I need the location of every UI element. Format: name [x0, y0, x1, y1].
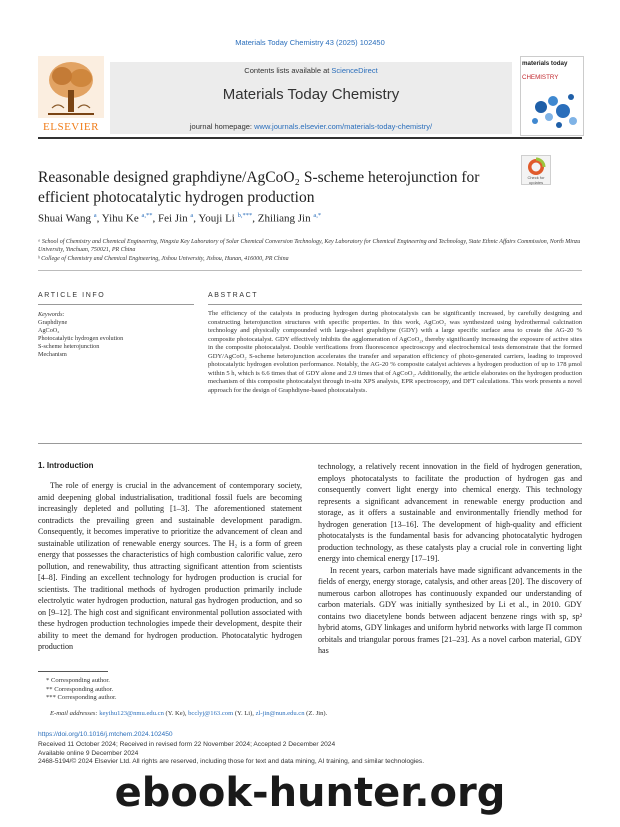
author-affil-marker[interactable]: a,*: [313, 212, 322, 219]
copyright-line: 2468-5194/© 2024 Elsevier Ltd. All rights are reserved, including those for text and data mining, AI training, and similar technologies.: [38, 758, 425, 765]
author-list: Shuai Wang $^a$, Yihu Ke $^{a,**}$, Fei Jin $^a$, Youji Li $^{b,***}$, Zhiliang Jin $^{a,*}$: [38, 212, 322, 225]
intro-paragraph: In recent years, carbon materials have made significant advancements in the fields of energy, energy storage, catalysis, and other areas [20]. The discovery of numerous carbon allotropes has continuously expanded our understanding of carbon materials. GDY was initially synthesized by Li et al., in 2010. GDY contains two diacetylene bonds between adjacent benzene rings with sp, sp² hybrid atoms, GDY linkages and uniform hybrid networks with large Π common orbitals and triangular porous frames [21–23]. As a novel carbon material, GDY has: [318, 565, 582, 655]
email-owner: (Y. Li),: [233, 710, 256, 717]
introduction-column-right: [318, 461, 582, 657]
doi-link[interactable]: https://doi.org/10.1016/j.mtchem.2024.102450: [38, 731, 173, 738]
keyword-item: Photocatalytic hydrogen evolution: [38, 335, 124, 342]
article-info-divider: [38, 304, 194, 305]
author-name[interactable]: Youji Li: [198, 212, 235, 225]
email-link[interactable]: keyihu123@nmu.edu.cn: [99, 710, 164, 717]
journal-title[interactable]: Materials Today Chemistry: [222, 86, 400, 103]
keywords-label: Keywords:: [38, 311, 65, 318]
footnote-item: *** Corresponding author.: [46, 694, 117, 701]
abstract-bottom-divider: [38, 443, 582, 444]
author-name[interactable]: Fei Jin: [157, 212, 188, 225]
publication-dates: [38, 741, 582, 767]
email-owner: (Y. Ke),: [163, 710, 189, 717]
abstract-divider: [208, 304, 582, 305]
introduction-heading: 1. Introduction: [38, 461, 94, 470]
keyword-item: Mechanism: [38, 351, 67, 358]
journal-homepage-line: [110, 122, 512, 131]
corresponding-author-notes: [46, 677, 586, 703]
email-label: E-mail addresses:: [50, 710, 100, 717]
journal-reference[interactable]: Materials Today Chemistry 43 (2025) 102450: [235, 38, 385, 47]
elsevier-wordmark: ELSEVIER: [43, 121, 99, 133]
keywords-list: [38, 319, 198, 359]
paper-title: Reasonable designed graphdiyne/AgCoO₂ S-scheme heterojunction for efficient photocatalytic hydrogen production: [38, 169, 480, 206]
footnote-item: ** Corresponding author.: [46, 685, 114, 693]
author-affil-marker[interactable]: a,**: [141, 212, 153, 219]
homepage-prefix: journal homepage:: [189, 122, 255, 131]
email-addresses: [50, 710, 590, 717]
author-affil-marker[interactable]: a: [93, 212, 97, 219]
intro-paragraph: technology, a relatively recent innovation in the field of hydrogen generation, employs photocatalysts to facilitate the production of hydrogen gas and consequently convert light energy into chemical energy. This technology represents a significant advancement in renewable energy production and storage, as it offers a sustainable and environmentally friendly method for hydrogen generation [13–16]. The development of high-quality and efficient photocatalysts is the fundamental basis for advancing photocatalytic hydrogen production technology, as these catalysts play a crucial role in converting light energy into chemical energy [17–19].: [318, 462, 582, 563]
header-divider: [38, 137, 582, 139]
date-line: Received 11 October 2024; Received in revised form 22 November 2024; Accepted 2 December 2024: [38, 741, 336, 748]
footnote-divider: [38, 671, 108, 672]
sciencedirect-link[interactable]: ScienceDirect: [331, 66, 378, 75]
affiliation-divider: [38, 270, 582, 271]
cover-artwork-icon: [521, 57, 583, 135]
article-info-heading: ARTICLE INFO: [38, 292, 106, 299]
contents-available-line: [110, 66, 512, 75]
homepage-link[interactable]: www.journals.elsevier.com/materials-today-chemistry/: [254, 122, 433, 131]
affiliation-a: ᵃ School of Chemistry and Chemical Engineering, Ningxia Key Laboratory of Solar Chemical Conversion Technology, Key Laboratory for Chemical Engineering and Technology, State Ethnic Affairs Commission, North Minzu University, Yinchuan, 750021, PR China: [38, 239, 581, 253]
check-for-updates-label: Check for updates: [527, 175, 545, 185]
contents-prefix: Contents lists available at: [244, 66, 332, 75]
affiliation-b: ᵇ College of Chemistry and Chemical Engineering, Jishou University, Jishou, Hunan, 416000, PR China: [38, 256, 289, 262]
email-owner: (Z. Jin).: [304, 710, 328, 717]
abstract-heading: ABSTRACT: [208, 292, 259, 299]
email-link[interactable]: bcclyj@163.com: [188, 710, 234, 717]
cover-title-line2: CHEMISTRY: [522, 74, 559, 81]
keyword-item: Graphdiyne: [38, 319, 68, 326]
abstract-body: The efficiency of the catalysts in producing hydrogen during photocatalysis can be significantly increased, by carefully designing and constructing heterojunction structures with specific properties. In this work, AgCoO₂ was synthesized using hydrothermal calcination technology and physically compounded with large-sheet graphdiyne (GDY) with a large specific surface area to create the AG-20 % composite photocatalyst. GDY effectively inhibits the agglomeration of AgCoO₂, thereby significantly increasing the exposure of active sites in the composite photocatalyst. Double verifications from fluorescence spectroscopy and electrochemical tests demonstrate that the formed GDY/AgCoO₂ S-scheme heterojunction accelerates the transfer and separation efficiency of photo-generated carriers, leading to improved photocatalytic hydrogen evolution performance. Notably, the AG-20 % composite catalyst achieves a hydrogen production of up to 178 μmol within 5 h, which is 6.6 times that of GDY alone and 2.9 times that of AgCoO₂. Additionally, the article elaborates on the hydrogen production mechanism of this composite photocatalyst through in-situ XPS analysis, EPR spectroscopy, and DFT calculations. This work presents a novel approach for the design of Graphdiyne-based photocatalysts.: [208, 310, 582, 394]
email-link[interactable]: zl-jin@nun.edu.cn: [255, 710, 305, 717]
author-affil-marker[interactable]: b,***: [237, 212, 253, 219]
author-affil-marker[interactable]: a: [190, 212, 194, 219]
introduction-column-left: [38, 480, 302, 653]
date-line: Available online 9 December 2024: [38, 749, 139, 757]
keyword-item: AgCoO₂: [38, 327, 60, 334]
watermark-text: ebook-hunter.org: [114, 770, 506, 816]
intro-paragraph: The role of energy is crucial in the advancement of contemporary society, amid deepening global industrialisation, traditional fossil fuels are becoming increasingly depleted and polluting [1–3]. The aforementioned statement contradicts the prevailing green and sustainable development paradigm. Consequently, it becomes imperative to prioritize the advancement of clean and sustainable utilization of renewable energy sources. The H₂ is a form of green energy that possesses the characteristics of high combustion calorific value, zero pollution, and renewability, thus attracting significant attention from scientists [4–8]. Finding an excellent technology for hydrogen production is crucial for scientists. The traditional methods of hydrogen production primarily include electrolytic water hydrogen production, natural gas hydrogen production, and so on [9–12]. The high cost and significant environmental pollution associated with these hydrogen production technologies impede their development, despite their ability to meet the demand for hydrogen production. Photocatalytic hydrogen production: [38, 481, 302, 651]
keyword-item: S-scheme heterojunction: [38, 343, 100, 350]
journal-cover-thumbnail[interactable]: [520, 56, 584, 136]
author-name[interactable]: Shuai Wang: [38, 212, 91, 225]
cover-title-line1: materials today: [522, 60, 568, 67]
author-name[interactable]: Zhiliang Jin: [257, 212, 311, 225]
footnote-item: * Corresponding author.: [46, 677, 110, 684]
author-name[interactable]: Yihu Ke: [101, 212, 139, 225]
